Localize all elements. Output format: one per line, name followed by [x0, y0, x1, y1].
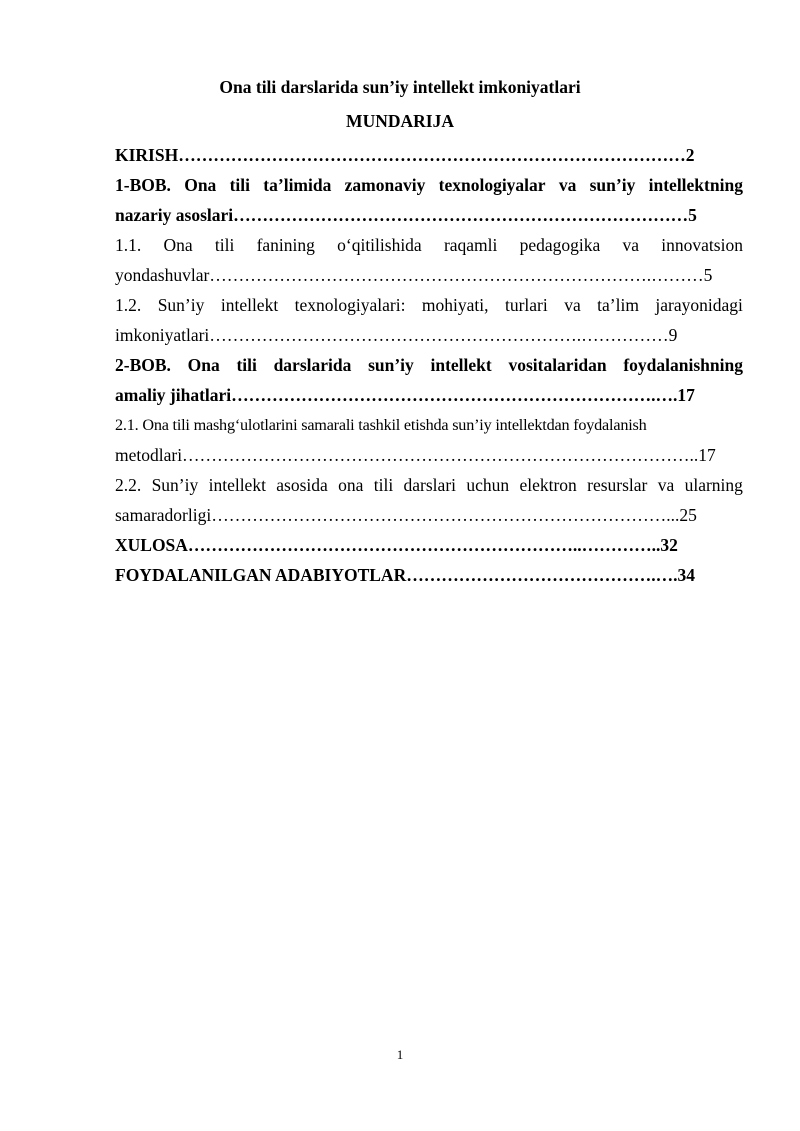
toc-word: ta’lim	[597, 295, 639, 315]
page-number: 1	[396, 1047, 404, 1062]
toc-word: asosida	[276, 475, 328, 495]
toc-word: zamonaviy	[344, 175, 426, 195]
document-title: Ona tili darslarida sun’iy intellekt imkoniyatlari	[219, 77, 581, 97]
toc-entry-bob1-line2[interactable]: nazariy asoslari……………………………………………………………………5	[115, 205, 697, 225]
toc-word: 2-BOB.	[115, 355, 171, 375]
toc-entry-2-1-line1[interactable]: 2.1. Ona tili mashg‘ulotlarini samarali tashkil etishda sun’iy intellektdan foydalanish	[115, 416, 647, 434]
toc-entry-1-1-line2[interactable]: yondashuvlar………………………………………………………………….………5	[115, 265, 713, 285]
toc-entry-2-2-line2[interactable]: samaradorligi……………………………………………………………………...25	[115, 505, 697, 525]
toc-word: innovatsion	[661, 235, 743, 255]
toc-word: tili	[373, 475, 394, 495]
toc-word: tili	[229, 175, 251, 195]
toc-word: va	[558, 175, 577, 195]
toc-word: texnologiyalar	[438, 175, 546, 195]
toc-word: sun’iy	[589, 175, 636, 195]
toc-entry-bob2-line2[interactable]: amaliy jihatlari……………………………………………………………….….17	[115, 385, 695, 405]
toc-word: tili	[214, 235, 235, 255]
toc-entry-2-1-line2[interactable]: metodlari……………………………………………………………………………..17	[115, 445, 716, 465]
toc-entry-foydalanilgan-adabiyotlar[interactable]: FOYDALANILGAN ADABIYOTLAR…………………………………….….34	[115, 565, 695, 585]
toc-word: darslari	[403, 475, 457, 495]
toc-entry-1-2-line1[interactable]	[115, 290, 743, 320]
toc-word: tili	[236, 355, 257, 375]
toc-word: ta’limida	[263, 175, 332, 195]
toc-word: o‘qitilishida	[337, 235, 422, 255]
toc-word: intellektning	[648, 175, 743, 195]
toc-word: elektron	[519, 475, 577, 495]
toc-word: vositalaridan	[508, 355, 607, 375]
toc-word: 1-BOB.	[115, 175, 171, 195]
toc-word: sun’iy	[368, 355, 414, 375]
toc-word: foydalanishning	[623, 355, 743, 375]
toc-entry-2-2-line1[interactable]	[115, 470, 743, 500]
toc-word: va	[622, 235, 640, 255]
toc-word: 2.2.	[115, 475, 142, 495]
toc-word: intellekt	[430, 355, 492, 375]
toc-word: turlari	[504, 295, 548, 315]
toc-entry-1-1-line1[interactable]	[115, 230, 743, 260]
toc-entry-xulosa[interactable]: XULOSA…………………………………………………………..…………..32	[115, 535, 678, 555]
toc-entry-bob2-line1[interactable]	[115, 350, 743, 380]
toc-word: intellekt	[220, 295, 279, 315]
toc-word: va	[657, 475, 675, 495]
toc-word: ularning	[684, 475, 743, 495]
toc-word: fanining	[256, 235, 315, 255]
toc-word: resurslar	[587, 475, 648, 495]
toc-entry-kirish[interactable]: KIRISH……………………………………………………………………………2	[115, 145, 695, 165]
toc-word: Ona	[184, 175, 217, 195]
toc-word: texnologiyalari:	[294, 295, 406, 315]
toc-word: raqamli	[443, 235, 498, 255]
toc-word: pedagogika	[519, 235, 601, 255]
toc-word: jarayonidagi	[655, 295, 743, 315]
toc-word: 1.2.	[115, 295, 142, 315]
toc-word: Ona	[163, 235, 193, 255]
toc-word: darslarida	[273, 355, 352, 375]
toc-word: ona	[338, 475, 364, 495]
table-of-contents	[115, 140, 743, 590]
toc-word: intellekt	[208, 475, 266, 495]
toc-word: 1.1.	[115, 235, 142, 255]
toc-word: Sun’iy	[157, 295, 205, 315]
toc-entry-1-2-line2[interactable]: imkoniyatlari……………………………………………………….……………9	[115, 325, 678, 345]
toc-entry-bob1-line1[interactable]	[115, 170, 743, 200]
toc-word: Sun’iy	[151, 475, 199, 495]
toc-word: mohiyati,	[421, 295, 489, 315]
toc-word: uchun	[466, 475, 510, 495]
toc-word: Ona	[187, 355, 220, 375]
table-of-contents-heading: MUNDARIJA	[346, 111, 454, 131]
toc-word: va	[564, 295, 581, 315]
